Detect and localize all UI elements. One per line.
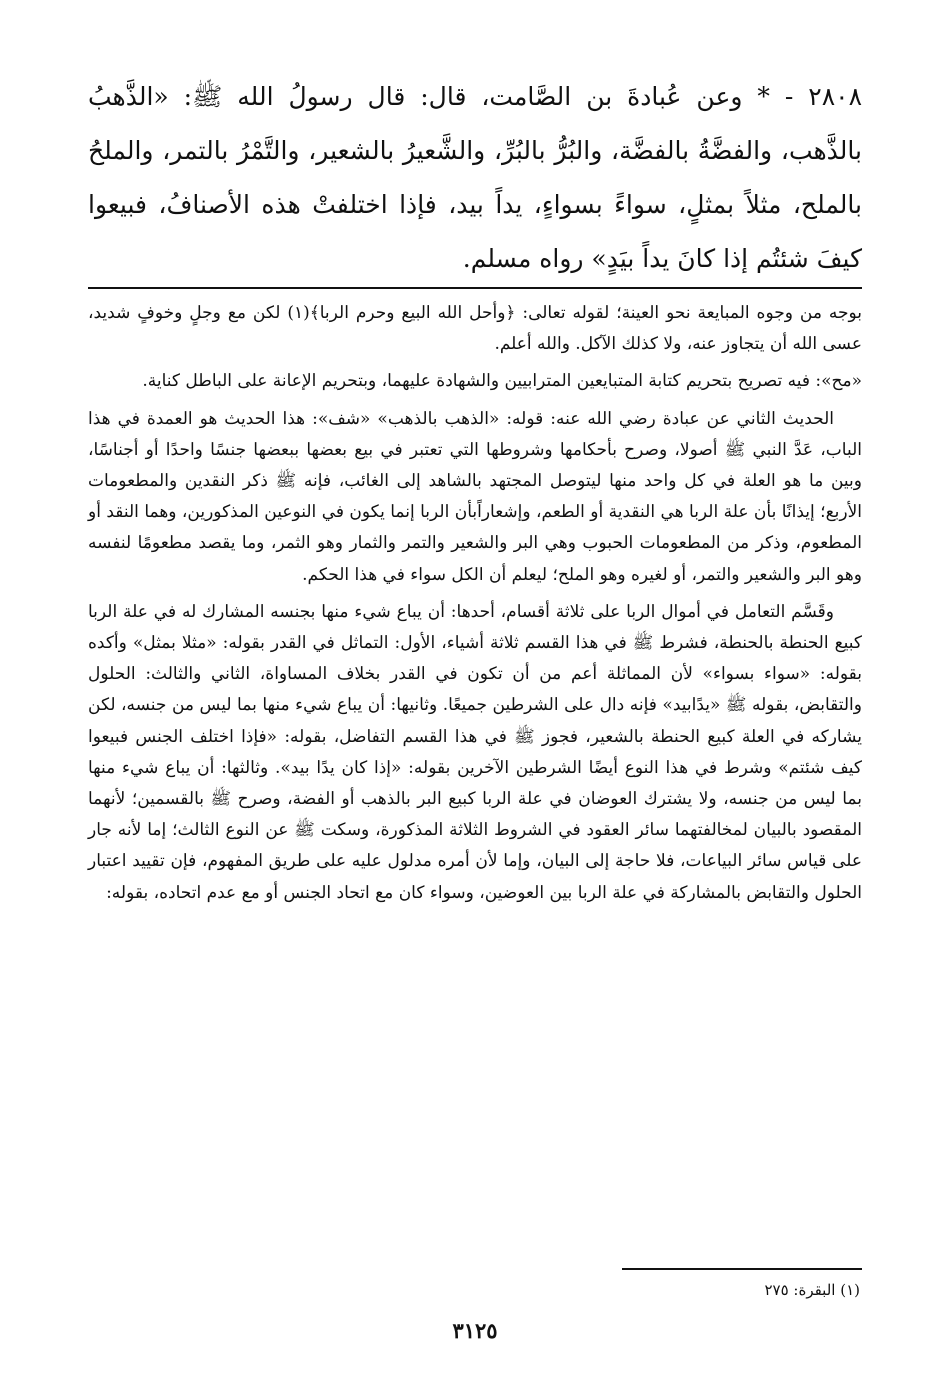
section-divider <box>88 287 862 289</box>
commentary-body <box>88 298 862 915</box>
commentary-paragraph: الحديث الثاني عن عبادة رضي الله عنه: قوله: «الذهب بالذهب» «شف»: هذا الحديث هو العمدة في هذا الباب، عَدَّ النبي ﷺ أصولا، وصرح بأحكامها وشروطها التي تعتبر في بيع بعضها ببعضها جنسًا واحدًا أو أجناسًا، وبين ما هو العلة في كل واحد منها ليتوصل المجتهد بالشاهد إلى الغائب، فإنه ﷺ ذكر النقدين والمطعومات الأربع؛ إيذانًا بأن علة الربا هي النقدية أو الطعم، وإشعاراًبأن الربا إنما يكون في النوعين المذكورين، وهما النقد أو المطعوم، وذكر من المطعومات الحبوب وهي البر والشعير والتمر والثمار وهو الثمر، وما يقصد مطعومًا لنفسه وهو البر والشعير والتمر، أو لغيره وهو الملح؛ ليعلم أن الكل سواء في هذا الحكم. <box>88 408 862 585</box>
commentary-paragraph: بوجه من وجوه المبايعة نحو العينة؛ لقوله تعالى: ﴿وأحل الله البيع وحرم الربا﴾(١) لكن مع وجلٍ وخوفٍ شديد، عسى الله أن يتجاوز عنه، ولا كذلك الآكل. والله أعلم. <box>88 303 862 355</box>
footnote: (١) البقرة: ٢٧٥ <box>764 1281 860 1299</box>
commentary-paragraph: وقَسَّم التعامل في أموال الربا على ثلاثة أقسام، أحدها: أن يباع شيء منها بجنسه المشارك له في علة الربا كبيع الحنطة بالحنطة، فشرط ﷺ في هذا القسم ثلاثة أشياء، الأول: التماثل في القدر بقوله: «مثلا بمثل» وأكده بقوله: «سواء بسواء» لأن المماثلة أعم من أن تكون في القدر بخلاف المساواة، الثاني والثالث: الحلول والتقابض، بقوله ﷺ «يدًابيد» فإنه دال على الشرطين جميعًا. وثانيها: أن يباع شيء منها بما ليس من جنسه، لكن يشاركه في العلة كبيع الحنطة بالشعير، فجوز ﷺ في هذا القسم التفاضل، بقوله: «فإذا اختلف الجنس فبيعوا كيف شئتم» وشرط في هذا النوع أيضًا الشرطين الآخرين بقوله: «إذا كان يدًا بيد». وثالثها: أن يباع شيء منها بما ليس من جنسه، ولا يشترك العوضان في علة الربا كبيع البر بالذهب أو الفضة، وصرح ﷺ بالقسمين؛ لأنهما المقصود بالبيان لمخالفتهما سائر العقود في الشروط الثلاثة المذكورة، وسكت ﷺ عن النوع الثالث؛ إما لأنه جار على قياس سائر البياعات، فلا حاجة إلى البيان، وإما لأن أمره مدلول عليه على طريق المفهوم، فإن تقييد اعتبار الحلول والتقابض بالمشاركة في علة الربا بين العوضين، وسواء كان مع اتحاد الجنس أو مع عدم اتحاده، بقوله: <box>88 601 862 903</box>
commentary-paragraph: «مح»: فيه تصريح بتحريم كتابة المتبايعين المترابيين والشهادة عليهما، وبتحريم الإعانة على الباطل كناية. <box>142 371 862 392</box>
hadith-text: ٢٨٠٨ - * وعن عُبادةَ بن الصَّامت، قال: قال رسولُ الله ﷺ: «الذَّهبُ بالذَّهب، والفضَّةُ بالفضَّة، والبُرُّ بالبُرِّ، والشَّعيرُ بالشعير، والتَّمْرُ بالتمر، والملحُ بالملح، مثلاً بمثلٍ، سواءً بسواءٍ، يداً بيد، فإذا اختلفتْ هذه الأصنافُ، فبيعوا كيفَ شئتُم إذا كانَ يداً بيَدٍ» رواه مسلم. <box>88 82 862 273</box>
page-number: ٣١٢٥ <box>452 1318 498 1343</box>
footnote-divider <box>622 1268 862 1270</box>
